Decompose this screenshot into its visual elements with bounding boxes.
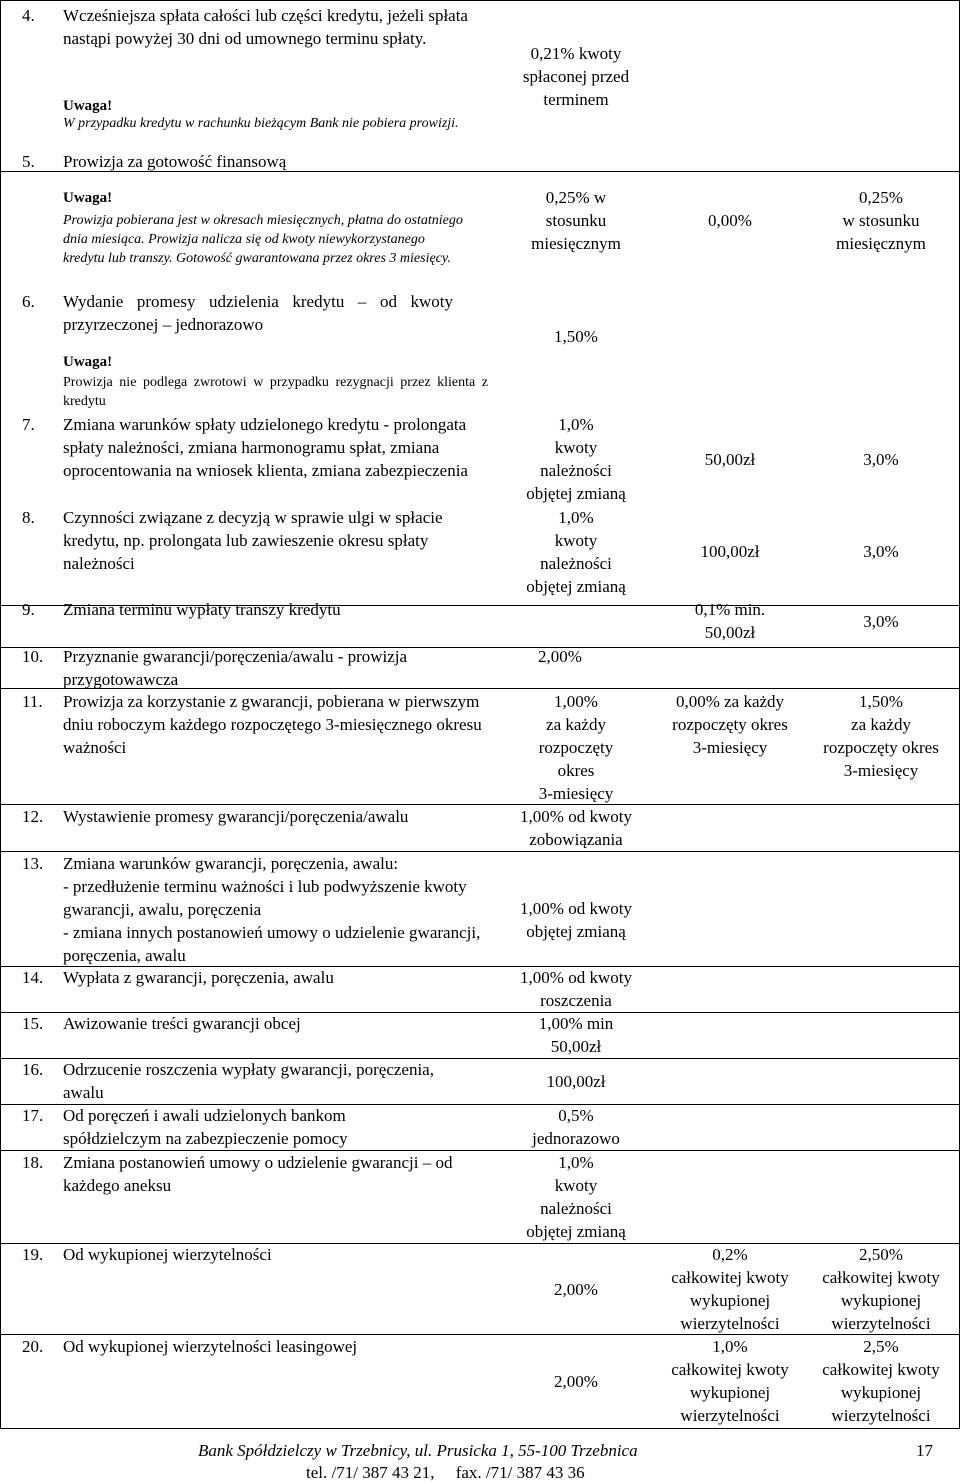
row-number: 13.	[22, 854, 44, 873]
row-description: Od wykupionej wierzytelności	[63, 1245, 272, 1264]
fee-value-max: 3,0%	[863, 542, 899, 561]
note-title: Uwaga!	[63, 98, 113, 114]
fee-value: 1,0% kwoty należności objętej zmianą	[526, 1153, 626, 1241]
row-number: 11.	[22, 692, 43, 711]
row-number: 18.	[22, 1153, 44, 1172]
fee-value: 2,00%	[538, 647, 582, 666]
row-description: Przyznanie gwarancji/poręczenia/awalu - prowizja przygotowawcza	[63, 647, 408, 689]
row-description: Wcześniejsza spłata całości lub części kredytu, jeżeli spłata nastąpi powyżej 30 dni od umownego terminu spłaty.	[63, 6, 468, 48]
fee-value-min: 100,00zł	[700, 542, 760, 561]
row-description: Prowizja za gotowość finansową	[63, 152, 287, 171]
row-number: 14.	[22, 968, 44, 987]
row-description: Zmiana terminu wypłaty transzy kredytu	[63, 600, 341, 619]
fee-value: 1,00% za każdy rozpoczęty okres 3-miesięcy	[538, 692, 614, 803]
row-description: Wypłata z gwarancji, poręczenia, awalu	[63, 968, 334, 987]
fee-value: 0,25% w stosunku miesięcznym	[531, 188, 621, 253]
row-number: 15.	[22, 1014, 44, 1033]
fee-value: 1,50%	[554, 327, 598, 346]
fee-value: 1,0% kwoty należności objętej zmianą	[526, 415, 626, 503]
row-description: Wystawienie promesy gwarancji/poręczenia/awalu	[63, 807, 409, 826]
fee-value: 100,00zł	[546, 1072, 606, 1091]
fee-value: 1,00% od kwoty zobowiązania	[520, 807, 632, 849]
page-number: 17	[916, 1441, 933, 1460]
row-number: 16.	[22, 1060, 44, 1079]
row-description: Awizowanie treści gwarancji obcej	[63, 1014, 301, 1033]
row-description: Czynności związane z decyzją w sprawie ulgi w spłacie kredytu, np. prolongata lub zawieszenie okresu spłaty należności	[63, 508, 443, 573]
fee-value-max: 3,0%	[863, 450, 899, 469]
fee-value: 1,00% od kwoty objętej zmianą	[520, 899, 632, 941]
fee-value-min: 1,0% całkowitej kwoty wykupionej wierzytelności	[671, 1337, 789, 1425]
row-number: 4.	[22, 6, 35, 25]
row-description: Wydanie promesy udzielenia kredytu – od kwoty przyrzeczonej – jednorazowo	[63, 292, 453, 334]
note-text: Prowizja pobierana jest w okresach miesięcznych, płatna do ostatniego dnia miesiąca. Prowizja nalicza się od kwoty niewykorzystanego kredytu lub transzy. Gotowość gwarantowana przez okres 3 miesięcy.	[63, 213, 463, 266]
row-description: Prowizja za korzystanie z gwarancji, pobierana w pierwszym dniu roboczym każdego rozpoczętego 3-miesięcznego okresu ważności	[63, 692, 482, 757]
row-description: Zmiana warunków spłaty udzielonego kredytu - prolongata spłaty należności, zmiana harmonogramu spłat, zmiana oprocentowania na wniosek klienta, zmiana zabezpieczenia	[63, 415, 468, 480]
row-number: 9.	[22, 600, 35, 619]
footer-contact: tel. /71/ 387 43 21, fax. /71/ 387 43 36	[306, 1463, 585, 1482]
fee-value-max: 1,50% za każdy rozpoczęty okres 3-miesięcy	[823, 692, 939, 780]
note-text: Prowizja nie podlega zwrotowi w przypadku rezygnacji przez klienta z kredytu	[63, 375, 488, 409]
note-title: Uwaga!	[63, 190, 113, 206]
fee-value-max: 3,0%	[863, 612, 899, 631]
fee-value-min: 50,00zł	[704, 450, 756, 469]
row-description: Zmiana postanowień umowy o udzielenie gwarancji – od każdego aneksu	[63, 1153, 453, 1195]
fee-value-max: 2,5% całkowitej kwoty wykupionej wierzytelności	[822, 1337, 940, 1425]
row-description: Od wykupionej wierzytelności leasingowej	[63, 1337, 358, 1356]
fee-value-min: 0,1% min. 50,00zł	[694, 600, 766, 642]
footer-address: Bank Spółdzielczy w Trzebnicy, ul. Prusicka 1, 55-100 Trzebnica	[198, 1441, 638, 1460]
fee-value-min: 0,00% za każdy rozpoczęty okres 3-miesięcy	[672, 692, 788, 757]
row-number: 10.	[22, 647, 44, 666]
fee-value: 2,00%	[554, 1372, 598, 1391]
fee-value: 2,00%	[554, 1280, 598, 1299]
row-description: Zmiana warunków gwarancji, poręczenia, awalu: - przedłużenie terminu ważności i lub podwyższenie kwoty gwarancji, awalu, poręczenia - zmiana innych postanowień umowy o udzielenie gwarancji, poręczenia, awalu	[63, 854, 481, 965]
row-number: 19.	[22, 1245, 44, 1264]
fee-value: 0,21% kwoty spłaconej przed terminem	[522, 44, 630, 109]
fee-value-min: 0,00%	[708, 211, 752, 230]
row-number: 6.	[22, 292, 35, 311]
fee-value-max: 2,50% całkowitej kwoty wykupionej wierzytelności	[822, 1245, 940, 1333]
row-number: 17.	[22, 1106, 44, 1125]
fee-value-max: 0,25% w stosunku miesięcznym	[836, 188, 926, 253]
row-number: 5.	[22, 152, 35, 171]
fee-value: 1,0% kwoty należności objętej zmianą	[526, 508, 626, 596]
row-number: 20.	[22, 1337, 44, 1356]
row-description: Od poręczeń i awali udzielonych bankom spółdzielczym na zabezpieczenie pomocy	[63, 1106, 348, 1148]
note-text: W przypadku kredytu w rachunku bieżącym Bank nie pobiera prowizji.	[63, 116, 459, 131]
fee-value-min: 0,2% całkowitej kwoty wykupionej wierzytelności	[671, 1245, 789, 1333]
row-number: 8.	[22, 508, 35, 527]
row-number: 12.	[22, 807, 44, 826]
fee-value: 1,00% od kwoty roszczenia	[520, 968, 632, 1010]
fee-value: 0,5% jednorazowo	[532, 1106, 620, 1148]
row-number: 7.	[22, 415, 35, 434]
row-description: Odrzucenie roszczenia wypłaty gwarancji, poręczenia, awalu	[63, 1060, 434, 1102]
note-title: Uwaga!	[63, 354, 113, 370]
fee-value: 1,00% min 50,00zł	[538, 1014, 614, 1056]
